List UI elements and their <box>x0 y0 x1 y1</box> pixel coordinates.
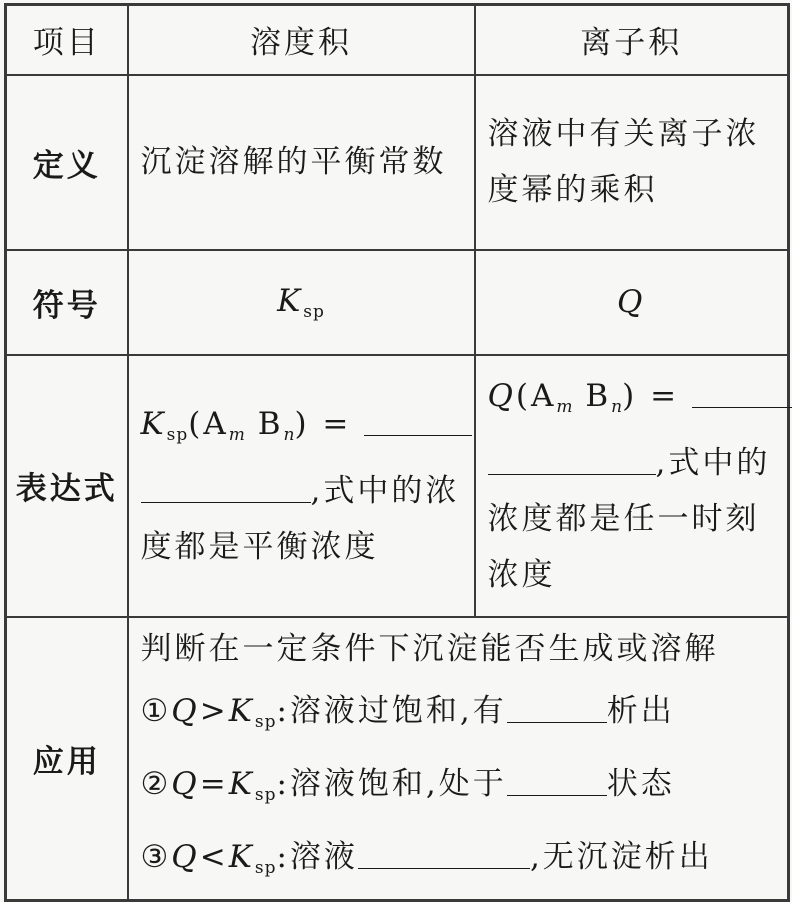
item-tail: 状态 <box>606 765 675 802</box>
header-item: 项目 <box>6 5 128 75</box>
definition-q <box>475 75 789 250</box>
definition-q-line1: 溶液中有关离子浓 <box>487 116 760 152</box>
item-number: ② <box>140 765 172 802</box>
expr-ksp-b: B <box>244 406 284 442</box>
item-operator: > <box>199 692 229 729</box>
item-number: ① <box>140 692 172 729</box>
item-k: K <box>228 692 255 729</box>
item-k: K <box>228 765 255 802</box>
application-intro: 判断在一定条件下沉淀能否生成或溶解 <box>140 630 719 667</box>
expression-ksp-line2 <box>141 463 466 519</box>
expr-ksp-open: (A <box>188 406 229 442</box>
symbol-label: 符号 <box>6 250 128 355</box>
expression-row <box>6 355 789 617</box>
definition-q-line2: 度幂的乘积 <box>487 172 658 208</box>
item-k-sub: sp <box>254 711 277 732</box>
header-q: 离子积 <box>475 5 789 75</box>
expr-q-tail: ,式中的 <box>655 445 771 481</box>
application-row <box>6 617 789 901</box>
expr-ksp-k: K <box>140 406 167 442</box>
application-blank-1[interactable] <box>507 692 607 723</box>
application-item <box>141 680 780 753</box>
definition-label: 定义 <box>6 75 128 250</box>
item-q: Q <box>171 765 200 802</box>
expr-ksp-n: n <box>283 425 295 445</box>
symbol-ksp <box>128 250 475 355</box>
expr-ksp-sub: sp <box>166 425 189 445</box>
q-expression-blank-1[interactable] <box>692 377 792 408</box>
item-text: :溶液饱和,处于 <box>276 765 507 802</box>
expr-q-q: Q <box>487 378 516 414</box>
expression-ksp-line3: 度都是平衡浓度 <box>140 529 379 565</box>
expression-ksp-line1 <box>141 396 466 463</box>
item-tail: 析出 <box>606 692 675 729</box>
expr-ksp-close: ) = <box>294 406 352 442</box>
item-text: :溶液过饱和,有 <box>276 692 507 729</box>
item-k-sub: sp <box>254 784 277 805</box>
ksp-expression-blank-1[interactable] <box>364 405 472 436</box>
expr-q-n: n <box>611 397 623 417</box>
expr-ksp-m: m <box>228 425 245 445</box>
definition-ksp-text: 沉淀溶解的平衡常数 <box>140 144 447 180</box>
expression-label: 表达式 <box>6 355 128 617</box>
symbol-row <box>6 250 789 355</box>
solubility-product-table <box>4 3 790 902</box>
expr-q-open: (A <box>515 378 557 414</box>
symbol-q-text: Q <box>617 284 646 320</box>
application-item <box>141 826 780 899</box>
symbol-ksp-sub: sp <box>303 301 325 322</box>
header-row <box>6 5 789 75</box>
symbol-ksp-k: K <box>277 282 304 319</box>
definition-row <box>6 75 789 250</box>
application-label: 应用 <box>6 617 128 901</box>
item-operator: < <box>199 838 229 875</box>
item-k-sub: sp <box>254 857 277 878</box>
expr-q-b: B <box>572 378 612 414</box>
q-expression-blank-2[interactable] <box>488 444 656 475</box>
definition-ksp <box>128 75 475 250</box>
application-blank-2[interactable] <box>507 765 607 796</box>
item-tail: ,无沉淀析出 <box>529 838 713 875</box>
application-blank-3[interactable] <box>358 838 530 869</box>
item-number: ③ <box>140 838 172 875</box>
item-q: Q <box>171 692 200 729</box>
expression-q-line1 <box>488 368 780 435</box>
expression-ksp <box>128 355 475 617</box>
ksp-expression-blank-2[interactable] <box>141 472 311 503</box>
item-text: :溶液 <box>276 838 358 875</box>
application-content <box>128 617 789 901</box>
expr-q-m: m <box>556 397 573 417</box>
item-operator: = <box>199 765 229 802</box>
application-item <box>141 753 780 826</box>
expression-q-line3: 浓度都是任一时刻 <box>487 501 760 537</box>
expr-q-close: ) = <box>622 378 680 414</box>
item-k: K <box>228 838 255 875</box>
expression-q-line2 <box>488 435 780 491</box>
item-q: Q <box>171 838 200 875</box>
expr-ksp-tail: ,式中的浓 <box>310 473 460 509</box>
header-ksp: 溶度积 <box>128 5 475 75</box>
expression-q-line4: 浓度 <box>487 557 556 593</box>
symbol-q <box>475 250 789 355</box>
expression-q <box>475 355 789 617</box>
